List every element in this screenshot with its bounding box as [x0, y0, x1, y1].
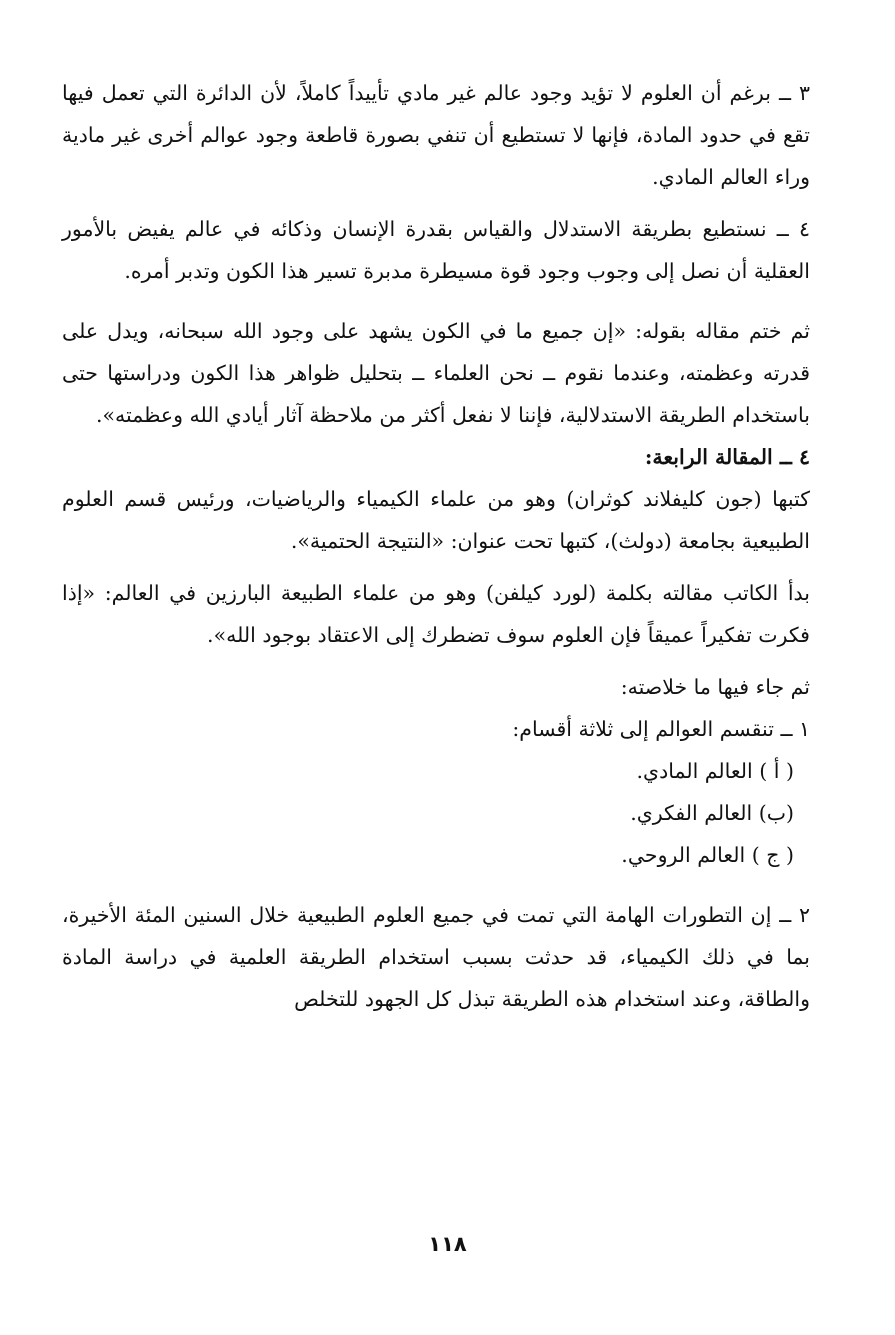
paragraph-author: كتبها (جون كليفلاند كوثران) وهو من علماء الكيمياء والرياضيات، ورئيس قسم العلوم الطبيعية بجامعة (دولث)، كتبها تحت عنوان: «النتيجة الحتمية».: [62, 487, 810, 553]
paragraph-point-3: ٣ ــ برغم أن العلوم لا تؤيد وجود عالم غير مادي تأييداً كاملاً، لأن الدائرة التي تعمل فيها تقع في حدود المادة، فإنها لا تستطيع أن تنفي بصورة قاطعة وجود عوالم أخرى غير مادية وراء العالم المادي.: [62, 81, 810, 189]
list-subitem-b: (ب) العالم الفكري.: [630, 801, 794, 825]
page-body: [62, 72, 810, 1020]
paragraph-kelvin-quote: بدأ الكاتب مقالته بكلمة (لورد كيلفن) وهو من علماء الطبيعة البارزين في العالم: «إذا فكرت تفكيراً عميقاً فإن العلوم سوف تضطرك إلى الاعتقاد بوجود الله».: [62, 581, 810, 647]
page-number: ١١٨: [428, 1232, 467, 1256]
list-subitem-c: ( ج ) العالم الروحي.: [621, 843, 794, 867]
paragraph-conclusion-quote: ثم ختم مقاله بقوله: «إن جميع ما في الكون يشهد على وجود الله سبحانه، ويدل على قدرته وعظمته، وعندما نقوم ــ نحن العلماء ــ بتحليل ظواهر هذا الكون ودراستها حتى باستخدام الطريقة الاستدلالية، فإننا لا نفعل أكثر من ملاحظة آثار أيادي الله وعظمته».: [62, 319, 810, 427]
list-subitem-a: ( أ ) العالم المادي.: [636, 759, 794, 783]
section-heading-fourth-article: ٤ ــ المقالة الرابعة:: [644, 445, 810, 469]
list-item-1: ١ ــ تنقسم العوالم إلى ثلاثة أقسام:: [512, 717, 810, 741]
paragraph-summary-intro: ثم جاء فيها ما خلاصته:: [620, 675, 810, 699]
paragraph-point-2: ٢ ــ إن التطورات الهامة التي تمت في جميع العلوم الطبيعية خلال السنين المئة الأخيرة، بما في ذلك الكيمياء، قد حدثت بسبب استخدام الطريقة العلمية في دراسة المادة والطاقة، وعند استخدام هذه الطريقة تبذل كل الجهود للتخلص: [62, 903, 810, 1011]
paragraph-point-4: ٤ ــ نستطيع بطريقة الاستدلال والقياس بقدرة الإنسان وذكائه في عالم يفيض بالأمور العقلية أن نصل إلى وجوب وجود قوة مسيطرة مدبرة تسير هذا الكون وتدبر أمره.: [62, 217, 810, 283]
